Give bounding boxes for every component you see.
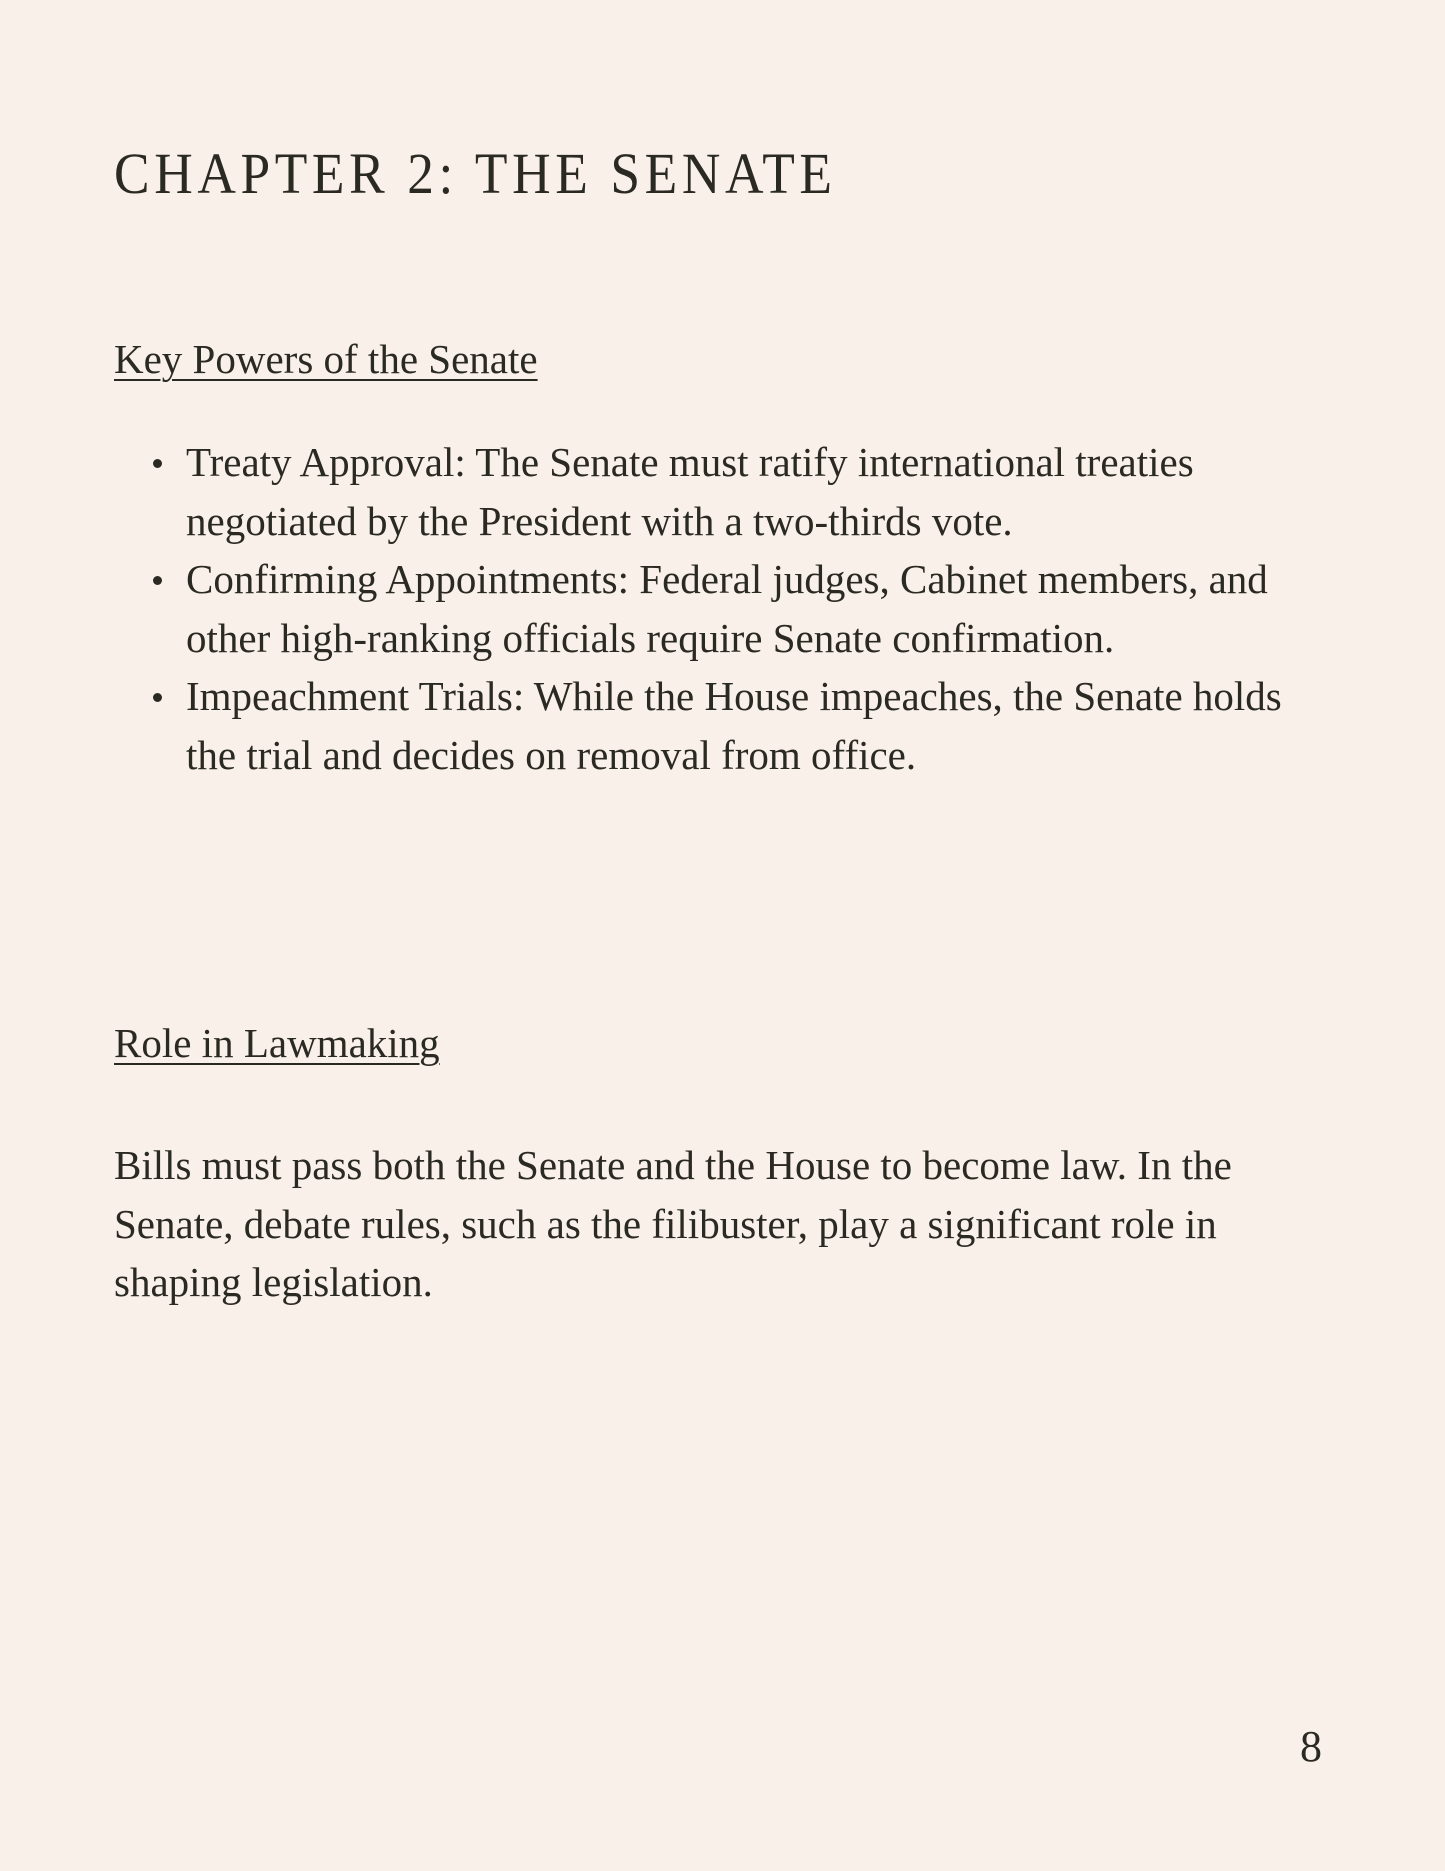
bullet-icon — [153, 576, 162, 585]
list-item-text: Confirming Appointments: Federal judges, Cabinet members, and other high-ranking officials require Senate confirmation. — [186, 556, 1268, 661]
section-heading-role-in-lawmaking: Role in Lawmaking — [114, 1020, 440, 1066]
bullet-icon — [153, 693, 162, 702]
list-item — [186, 550, 1286, 667]
section-heading-key-powers: Key Powers of the Senate — [114, 336, 538, 382]
lawmaking-paragraph: Bills must pass both the Senate and the House to become law. In the Senate, debate rules, such as the filibuster, play a significant role in shaping legislation. — [114, 1142, 1232, 1305]
page-number: 8 — [1300, 1722, 1322, 1771]
key-powers-list — [114, 433, 1286, 784]
bullet-icon — [153, 459, 162, 468]
list-item — [186, 667, 1286, 784]
list-item-text: Impeachment Trials: While the House impeaches, the Senate holds the trial and decides on removal from office. — [186, 673, 1282, 778]
list-item-text: Treaty Approval: The Senate must ratify international treaties negotiated by the President with a two-thirds vote. — [186, 439, 1194, 544]
chapter-title: CHAPTER 2: THE SENATE — [114, 141, 837, 206]
list-item — [186, 433, 1286, 550]
